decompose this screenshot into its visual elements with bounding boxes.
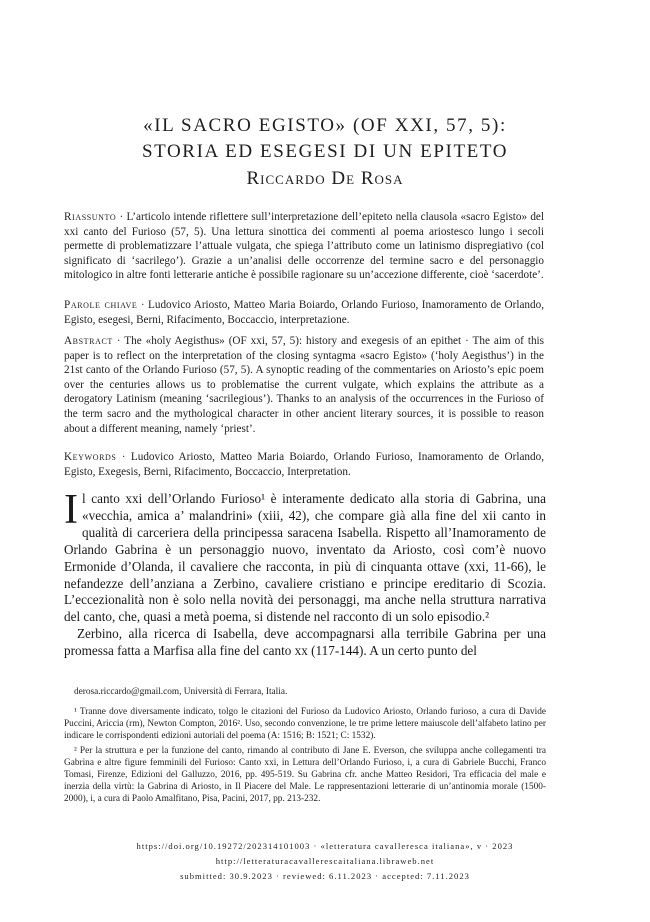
article-title: [64, 113, 586, 165]
title-line-2: STORIA ED ESEGESI DI UN EPITETO: [141, 141, 509, 162]
abstract-block: Abstract · The «holy Aegisthus» (OF xxi, 57, 5): history and exegesis of an epithet · The aim of this paper is to reflect on the interpretation of the closing syntagma «sacro Egisto» (‘holy Aegisthus’) in the 21st canto of the Orlando Furioso (57, 5). A synoptic reading of the commentaries on Ariosto’s epic poem over the centuries allows us to problematise the current vulgate, which explains the attribute as a derogatory Latinism (meaning ‘sacrilegious’). Thanks to an analysis of the occurrences in the Furioso of the term sacro and the mythological character in other ancient literary sources, it is possible to reason about a different meaning, namely ‘priest’.: [64, 335, 544, 435]
keywords-block: Keywords · Ludovico Ariosto, Matteo Maria Boiardo, Orlando Furioso, Inamoramento de Orlando, Egisto, Exegesis, Berni, Rifacimento, Boccaccio, Interpretation.: [64, 451, 544, 478]
author-name: Riccardo De Rosa: [246, 168, 404, 189]
footnotes: [64, 686, 546, 808]
body-paragraph-1-text: l canto xxi dell’Orlando Furioso¹ è interamente dedicato alla storia di Gabrina, una «vecchia, amica a’ malandrini» (xiii, 42), che compare già alla fine del xii canto in qualità di carceriera della principessa saracena Isabella. Rispetto all’Inamoramento de Orlando Gabrina è un personaggio nuovo, inventato da Ariosto, così com’è nuovo Ermonide d’Olanda, il cavaliere che racconta, in più di cinquanta ottave (xxi, 11-66), le nefandezze dell’anziana a Zerbino, cavaliere cristiano e principe ereditario di Scozia. L’eccezionalità non è solo nella novità dei personaggi, ma anche nella struttura narrativa del canto, che, quasi a metà poema, si distende nel racconto di un solo episodio.²: [64, 491, 546, 625]
abstract-label: Abstract: [64, 335, 113, 347]
riassunto-label: Riassunto: [64, 211, 117, 223]
body-paragraph-2: Zerbino, alla ricerca di Isabella, deve accompagnarsi alla terribile Gabrina per una promessa fatta a Marfisa alla fine del canto xx (117-144). A un certo punto del: [64, 626, 546, 659]
riassunto-text: L’articolo intende riflettere sull’interpretazione dell’epiteto nella clausola «sacro Egisto» del xxi canto del Furioso (57, 5). Una lettura sinottica dei commenti al poema ariostesco lungo i secoli permette di problematizzare l’attuale vulgata, che spiega l’attributo come un latinismo dispregiativo (col significato di ‘sacrilego’). Grazie a un’analisi delle occorrenze del termine sacro e del personaggio mitologico in altre fonti letterarie antiche è possibile ragionare su un’accezione differente, cioè ‘sacerdote’.: [64, 211, 544, 282]
title-line-1: «IL SACRO EGISTO» (OF XXI, 57, 5):: [143, 115, 507, 136]
riassunto-block: Riassunto · L’articolo intende riflettere sull’interpretazione dell’epiteto nella clausola «sacro Egisto» del xxi canto del Furioso (57, 5). Una lettura sinottica dei commenti al poema ariostesco lungo i secoli permette di problematizzare l’attuale vulgata, che spiega l’attributo come un latinismo dispregiativo (col significato di ‘sacrilego’). Grazie a un’analisi delle occorrenze del termine sacro e del personaggio mitologico in altre fonti letterarie antiche è possibile ragionare su un’accezione differente, cioè ‘sacerdote’.: [64, 211, 544, 282]
drop-cap: I: [64, 487, 78, 533]
footer-dates-line: submitted: 30.9.2023 · reviewed: 6.11.2023 · accepted: 7.11.2023: [180, 871, 470, 881]
keywords-text: Ludovico Ariosto, Matteo Maria Boiardo, Orlando Furioso, Inamoramento de Orlando, Egisto, Exegesis, Berni, Rifacimento, Boccaccio, Interpretation.: [64, 451, 544, 478]
footnote-1: ¹ Tranne dove diversamente indicato, tolgo le citazioni del Furioso da Ludovico Ariosto, Orlando furioso, a cura di Davide Puccini, Ariccia (rm), Newton Compton, 2016². Uso, secondo convenzione, le tre prime lettere maiuscole dell’alfabeto latino per indicare le corrispondenti edizioni autoriali del poema (A: 1516; B: 1521; C: 1532).: [64, 707, 546, 741]
footnote-2: ² Per la struttura e per la funzione del canto, rimando al contributo di Jane E. Everson, che sviluppa anche collegamenti tra Gabrina e altre figure femminili del Furioso: Canto xxi, in Lettura dell’Orlando Furioso, i, a cura di Gabriele Bucchi, Franco Tomasi, Firenze, Edizioni del Galluzzo, 2016, pp. 495-519. Su Gabrina cfr. anche Matteo Residori, Tra efficacia del male e inerzia della virtù: la Gabrina di Ariosto, in Il Piacere del Male. Le rappresentazioni letterarie di un’antinomia morale (1500-2000), i, a cura di Paolo Amalfitano, Pisa, Pacini, 2017, pp. 213-232.: [64, 746, 546, 804]
parole-chiave-text: Ludovico Ariosto, Matteo Maria Boiardo, Orlando Furioso, Inamoramento de Orlando, Egisto, esegesi, Berni, Rifacimento, Boccaccio, interpretazione.: [64, 299, 544, 326]
body-text: [64, 487, 546, 660]
abstract-text: The «holy Aegisthus» (OF xxi, 57, 5): history and exegesis of an epithet · The aim of this paper is to reflect on the interpretation of the closing syntagma «sacro Egisto» (‘holy Aegisthus’) in the 21st canto of the Orlando Furioso (57, 5). A synoptic reading of the commentaries on Ariosto’s epic poem over the centuries allows us to problematise the current vulgate, which explains the attribute as a derogatory Latinism (meaning ‘sacrilegious’). Thanks to an analysis of the occurrences in the Furioso of the term sacro and the mythological character in other ancient literary sources, it is possible to reason about a different meaning, namely ‘priest’.: [64, 335, 544, 435]
body-paragraph-1: [64, 487, 546, 626]
footer-doi-line: https://doi.org/10.19272/202314101003 · «letteratura cavalleresca italiana», v · 2023: [136, 841, 514, 851]
parole-chiave-label: Parole chiave: [64, 299, 138, 311]
keywords-label: Keywords: [64, 451, 117, 463]
parole-chiave-block: Parole chiave · Ludovico Ariosto, Matteo Maria Boiardo, Orlando Furioso, Inamoramento de Orlando, Egisto, esegesi, Berni, Rifacimento, Boccaccio, interpretazione.: [64, 299, 544, 326]
author-affiliation: derosa.riccardo@gmail.com, Università di Ferrara, Italia.: [74, 687, 288, 697]
footer-url-line: http://letteraturacavallerescaitaliana.libraweb.net: [215, 856, 435, 866]
